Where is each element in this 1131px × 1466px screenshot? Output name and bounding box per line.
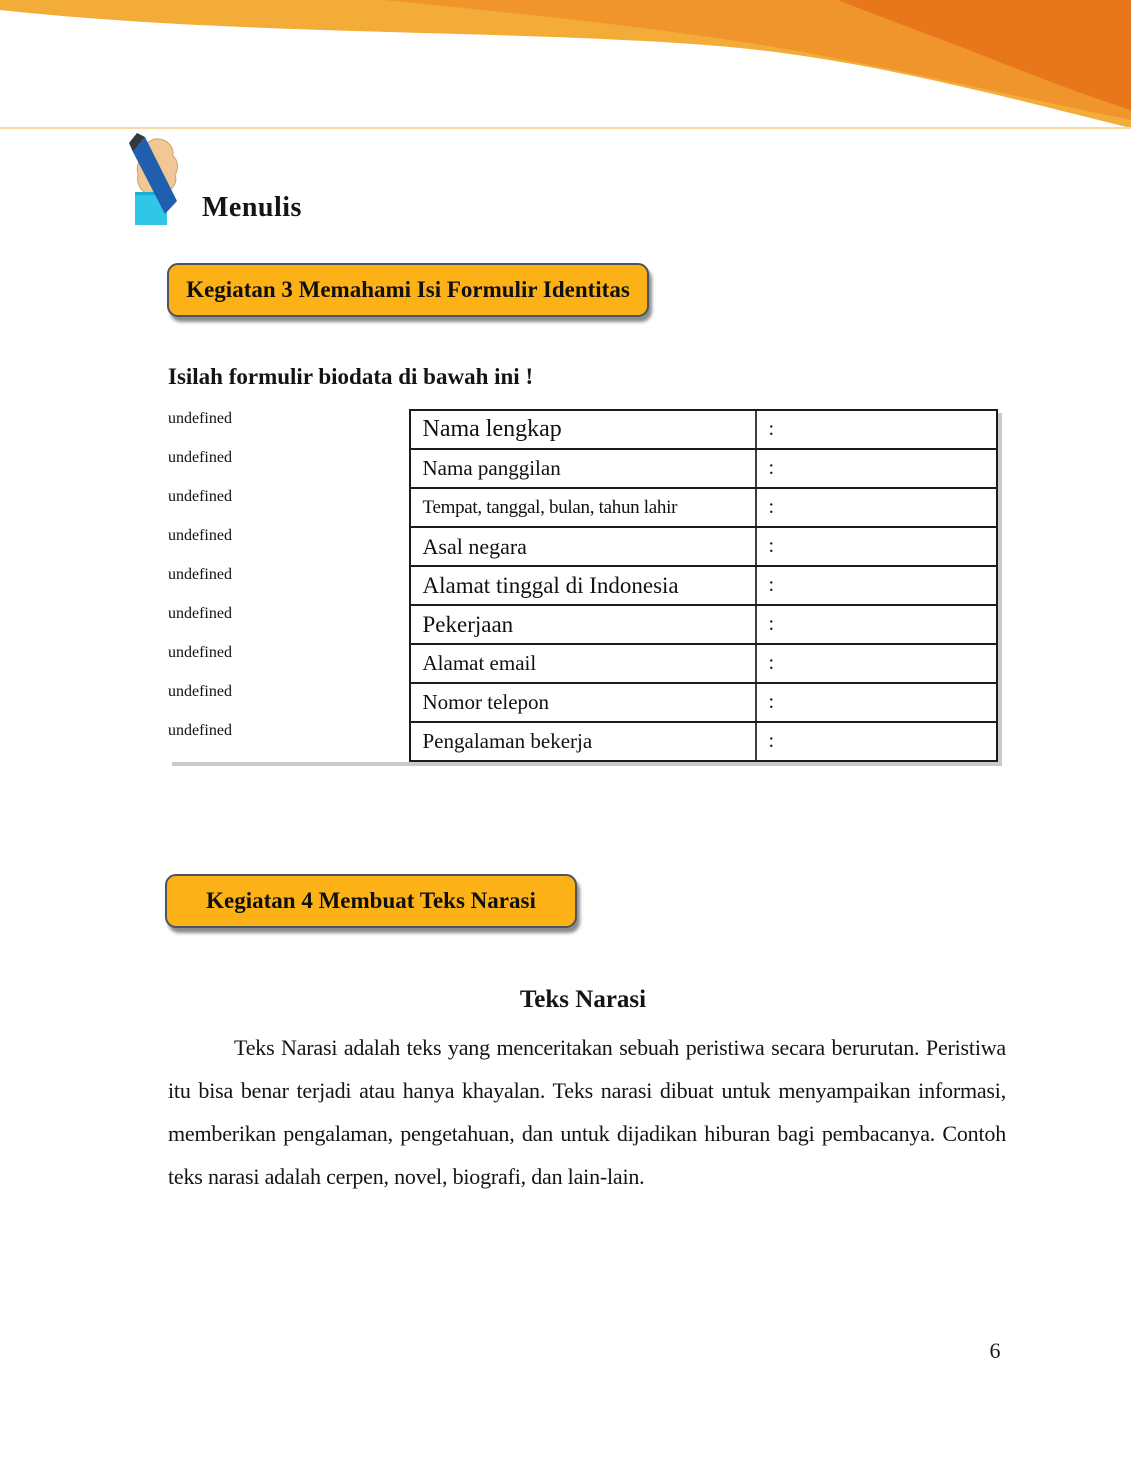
field-value-cell: : [756, 527, 998, 566]
biodata-row: undefined Alamat tinggal di Indonesia : [168, 566, 997, 605]
field-label-cell: Pekerjaan [410, 605, 756, 644]
biodata-row: undefined Pengalaman bekerja : [168, 722, 997, 761]
activity-4-banner [165, 874, 577, 928]
header-divider-line [0, 127, 1131, 129]
field-value-cell: : [756, 410, 998, 449]
field-value-cell: : [756, 605, 998, 644]
writing-hand-pencil-icon [128, 132, 183, 225]
activity-4-label: Kegiatan 4 Membuat Teks Narasi [206, 888, 536, 913]
biodata-row: undefined Nama lengkap : [168, 410, 997, 449]
field-label-cell: Asal negara [410, 527, 756, 566]
field-value-cell: : [756, 566, 998, 605]
field-value-cell: : [756, 449, 998, 488]
field-label-cell: Nomor telepon [410, 683, 756, 722]
biodata-row: undefined Nama panggilan : [168, 449, 997, 488]
field-label-cell: Pengalaman bekerja [410, 722, 756, 761]
field-label-cell: Nama lengkap [410, 410, 756, 449]
biodata-row: undefined Asal negara : [168, 527, 997, 566]
field-label-cell: Alamat email [410, 644, 756, 683]
field-label-cell: Nama panggilan [410, 449, 756, 488]
biodata-row: undefined Alamat email : [168, 644, 997, 683]
activity-3-banner [167, 263, 649, 317]
field-value-cell: : [756, 644, 998, 683]
field-label-cell: Tempat, tanggal, bulan, tahun lahir [410, 488, 756, 527]
biodata-row: undefined Nomor telepon : [168, 683, 997, 722]
header-swoosh-decoration [0, 0, 1131, 130]
field-label-cell: Alamat tinggal di Indonesia [410, 566, 756, 605]
page-number: 6 [989, 1338, 1001, 1363]
biodata-row: undefined Pekerjaan : [168, 605, 997, 644]
field-value-cell: : [756, 722, 998, 761]
form-instruction: Isilah formulir biodata di bawah ini ! [168, 364, 534, 389]
field-value-cell: : [756, 683, 998, 722]
field-value-cell: : [756, 488, 998, 527]
section-title: Menulis [202, 192, 302, 223]
narrative-body-paragraph: Teks Narasi adalah teks yang menceritakan sebuah peristiwa secara berurutan. Peristiwa itu bisa benar terjadi atau hanya khayalan. Teks narasi dibuat untuk menyampaikan informasi, memberikan pengalaman, pengetahuan, dan untuk dijadikan hiburan bagi pembacanya. Contoh teks narasi adalah cerpen, novel, biografi, dan lain-lain. [168, 1035, 1006, 1189]
activity-3-label: Kegiatan 3 Memahami Isi Formulir Identitas [186, 277, 630, 302]
biodata-form-table [168, 409, 998, 762]
narrative-title: Teks Narasi [519, 986, 647, 1013]
biodata-row: undefined Tempat, tanggal, bulan, tahun lahir : [168, 488, 997, 527]
